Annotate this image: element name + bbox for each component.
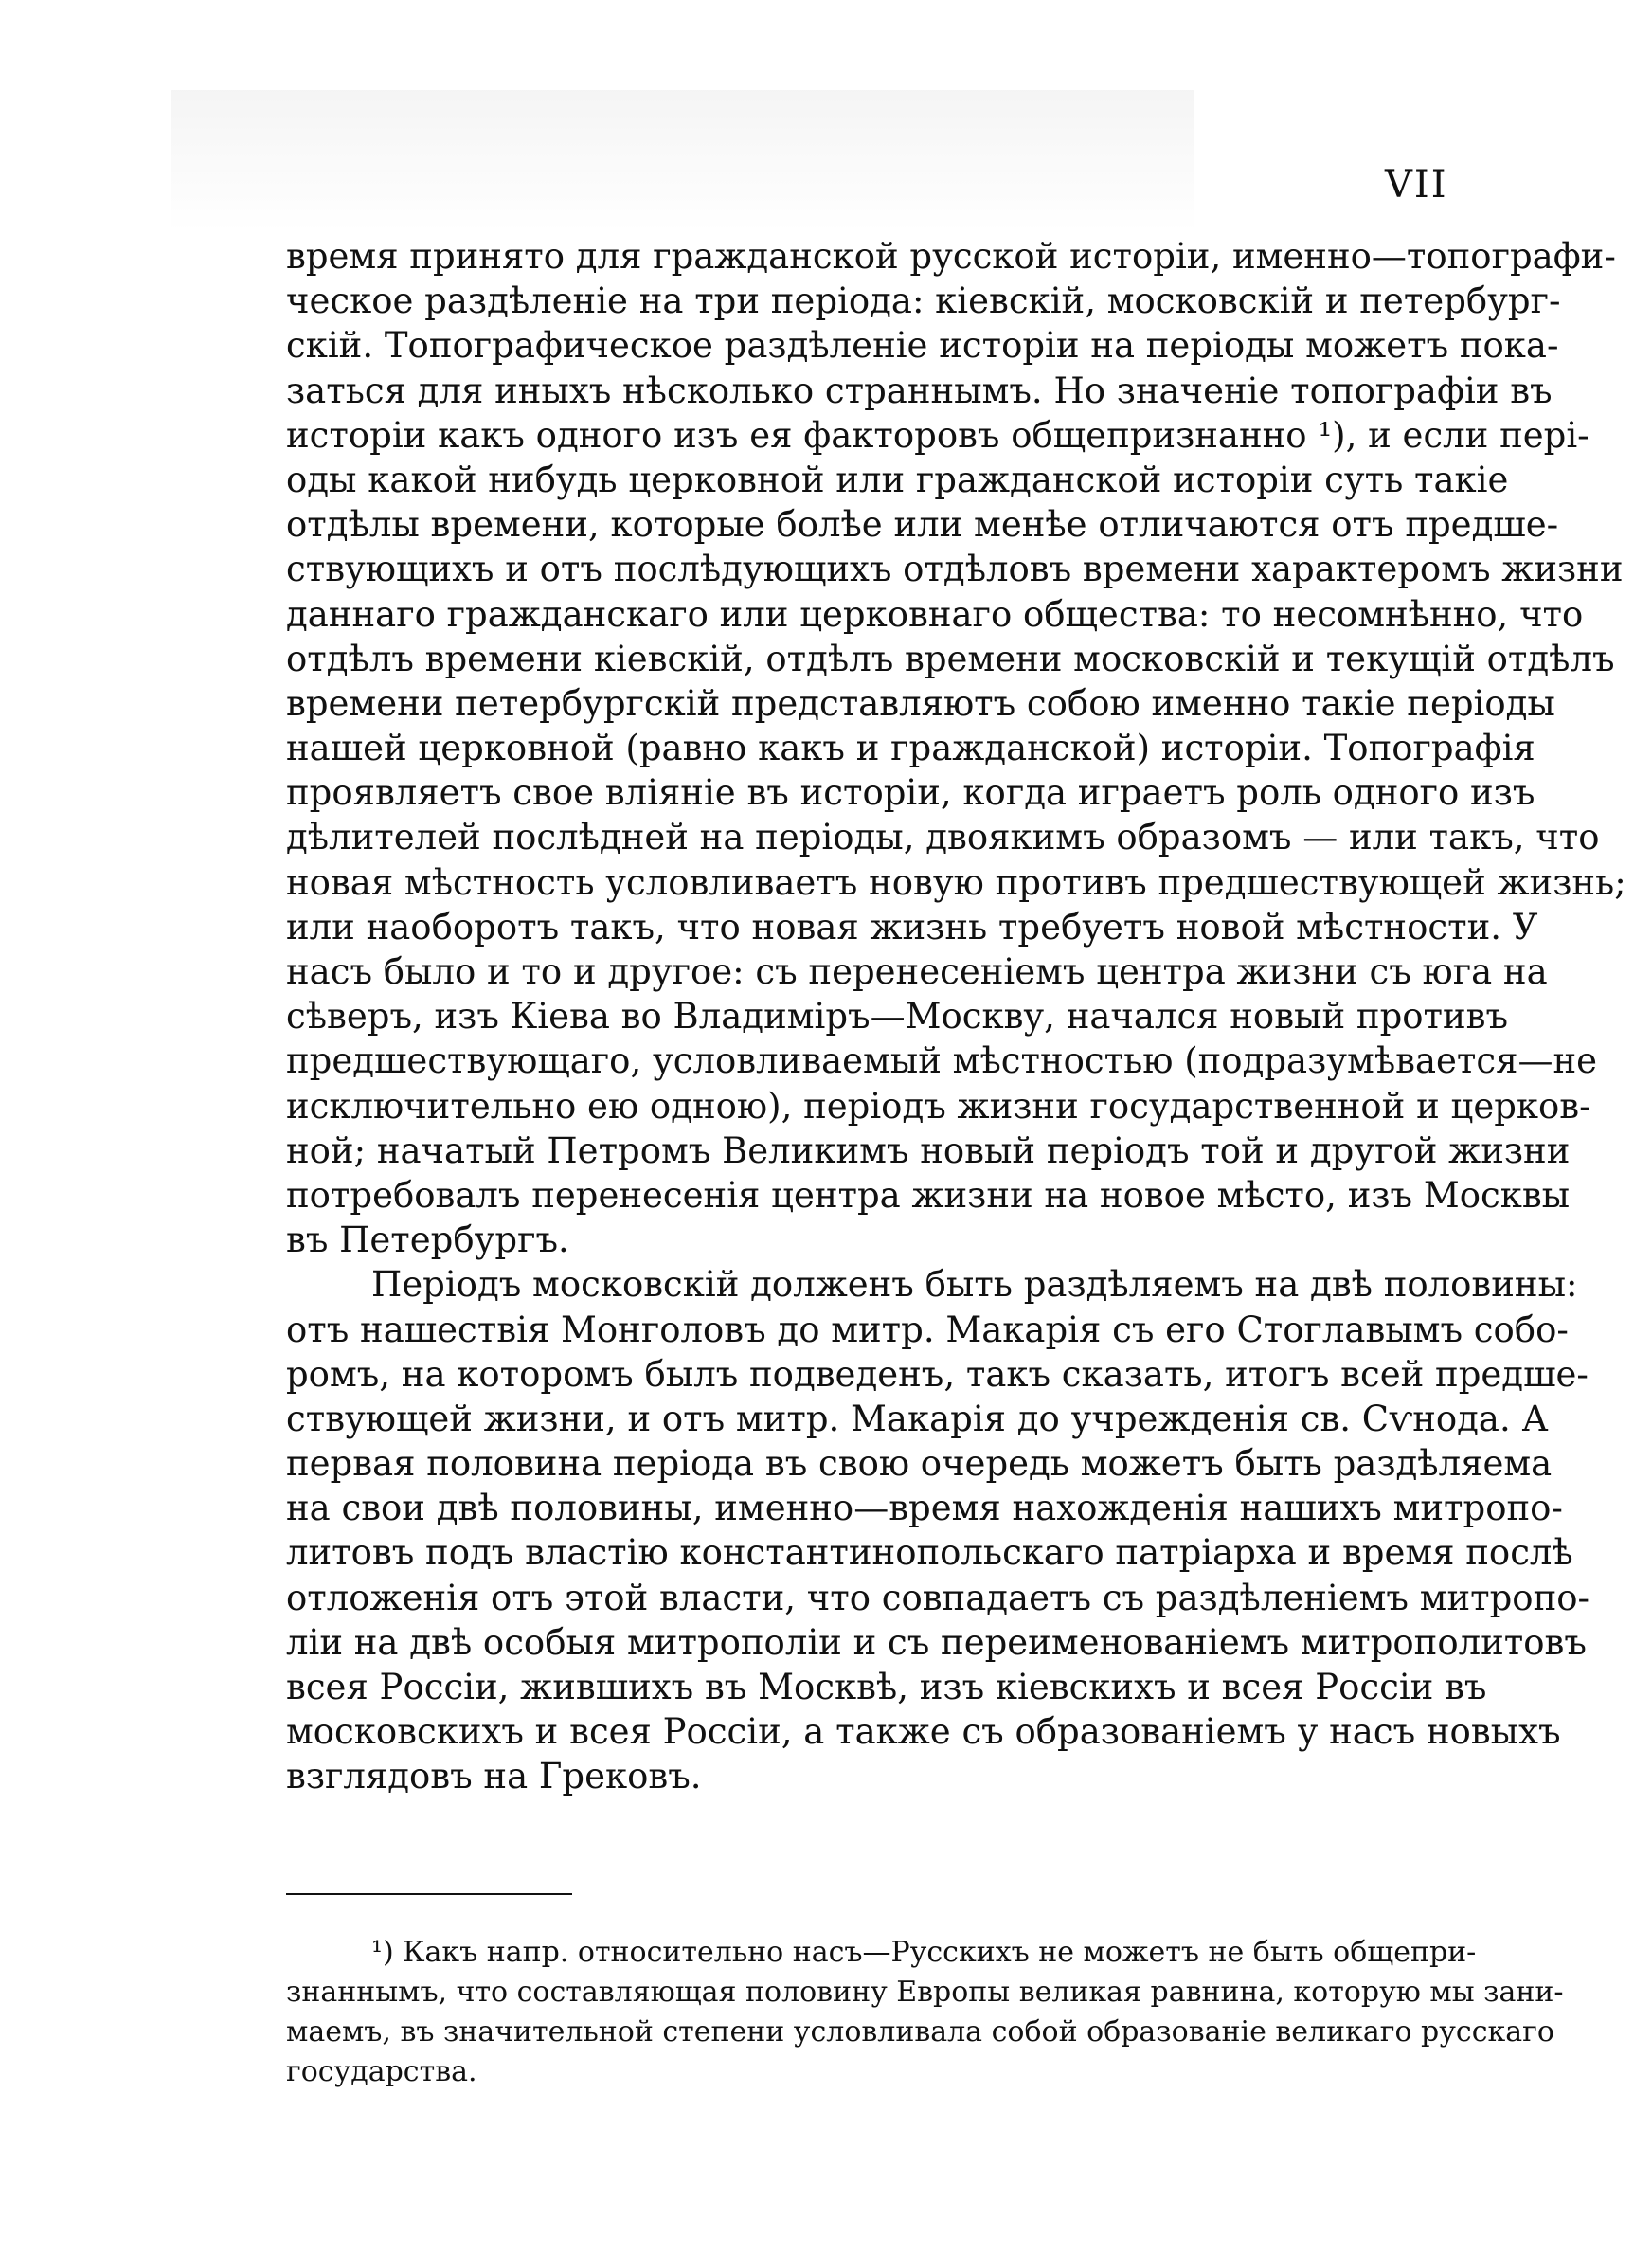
text-line: скій. Топографическое раздѣленіе исторіи на періоды можетъ пока- [286, 325, 1559, 367]
text-line: нашей церковной (равно какъ и гражданской) исторіи. Топографія [286, 728, 1535, 769]
text-line: насъ было и то и другое: съ перенесеніемъ центра жизни съ юга на [286, 951, 1548, 992]
paragraph-end-line: въ Петербургъ. [286, 1219, 569, 1261]
footnote-line: ¹) Какъ напр. относительно насъ—Русскихъ не можетъ не быть общепри- [371, 1936, 1477, 1969]
text-line: исторіи какъ одного изъ ея факторовъ общепризнанно ¹), и если пері- [286, 414, 1589, 456]
text-line: ческое раздѣленіе на три періода: кіевскій, московскій и петербург- [286, 280, 1561, 322]
text-line: оды какой нибудь церковной или гражданской исторіи суть такіе [286, 459, 1509, 500]
text-line: дѣлителей послѣдней на періоды, двоякимъ образомъ — или такъ, что [286, 817, 1600, 858]
text-line: отъ нашествія Монголовъ до митр. Макарія съ его Стоглавымъ собо- [286, 1309, 1569, 1350]
text-line: сѣверъ, изъ Кіева во Владиміръ—Москву, начался новый противъ [286, 996, 1509, 1038]
text-line: отдѣлы времени, которые болѣе или менѣе отличаются отъ предше- [286, 504, 1559, 546]
text-line: литовъ подъ властію константинопольскаго патріарха и время послѣ [286, 1532, 1573, 1574]
text-line: исключительно ею одною), періодъ жизни государственной и церков- [286, 1085, 1591, 1127]
paragraph-end-line: взглядовъ на Грековъ. [286, 1756, 702, 1797]
main-text [286, 234, 1626, 1799]
text-line: на свои двѣ половины, именно—время нахожденія нашихъ митропо- [286, 1488, 1563, 1529]
text-line: всея Россіи, жившихъ въ Москвѣ, изъ кіевскихъ и всея Россіи въ [286, 1667, 1487, 1707]
text-line: времени петербургскій представляютъ собою именно такіе періоды [286, 682, 1555, 724]
text-line: ліи на двѣ особыя митрополіи и съ переименованіемъ митрополитовъ [286, 1621, 1587, 1663]
text-line: первая половина періода въ свою очередь можетъ быть раздѣляема [286, 1443, 1553, 1485]
text-line: потребовалъ перенесенія центра жизни на новое мѣсто, изъ Москвы [286, 1174, 1571, 1216]
paragraph-start-line: Періодъ московскій долженъ быть раздѣляемъ на двѣ половины: [371, 1264, 1578, 1306]
footnote-line: маемъ, въ значительной степени условливала собой образованіе великаго русскаго [286, 2015, 1554, 2049]
text-line: отложенія отъ этой власти, что совпадаетъ съ раздѣленіемъ митропо- [286, 1577, 1590, 1618]
text-line: ствующей жизни, и отъ митр. Макарія до учрежденія св. Сѵнода. А [286, 1398, 1549, 1439]
text-line: заться для иныхъ нѣсколько страннымъ. Но значеніе топографіи въ [286, 370, 1553, 411]
text-line: ромъ, на которомъ былъ подведенъ, такъ сказать, итогъ всей предше- [286, 1353, 1589, 1395]
footnote-line: знаннымъ, что составляющая половину Европы великая равнина, которую мы зани- [286, 1976, 1564, 2009]
text-line: отдѣлъ времени кіевскій, отдѣлъ времени московскій и текущій отдѣлъ [286, 638, 1615, 679]
text-line: предшествующаго, условливаемый мѣстностью (подразумѣвается—не [286, 1040, 1598, 1082]
scan-shading [171, 90, 1194, 232]
text-line: даннаго гражданскаго или церковнаго общества: то несомнѣнно, что [286, 593, 1584, 635]
text-line: проявляетъ свое вліяніе въ исторіи, когда играетъ роль одного изъ [286, 772, 1535, 814]
text-line: ной; начатый Петромъ Великимъ новый періодъ той и другой жизни [286, 1129, 1571, 1171]
footnotes [286, 1933, 1564, 2092]
page-number: VII [1385, 163, 1448, 207]
text-line: или наоборотъ такъ, что новая жизнь требуетъ новой мѣстности. У [286, 906, 1538, 948]
text-line: московскихъ и всея Россіи, а также съ образованіемъ у насъ новыхъ [286, 1711, 1561, 1753]
footnote-divider [286, 1893, 572, 1895]
text-line: время принято для гражданской русской исторіи, именно—топографи- [286, 236, 1616, 277]
text-line: ствующихъ и отъ послѣдующихъ отдѣловъ времени характеромъ жизни [286, 549, 1624, 590]
text-line: новая мѣстность условливаетъ новую противъ предшествующей жизнь; [286, 861, 1626, 903]
footnote-line: государства. [286, 2055, 477, 2088]
